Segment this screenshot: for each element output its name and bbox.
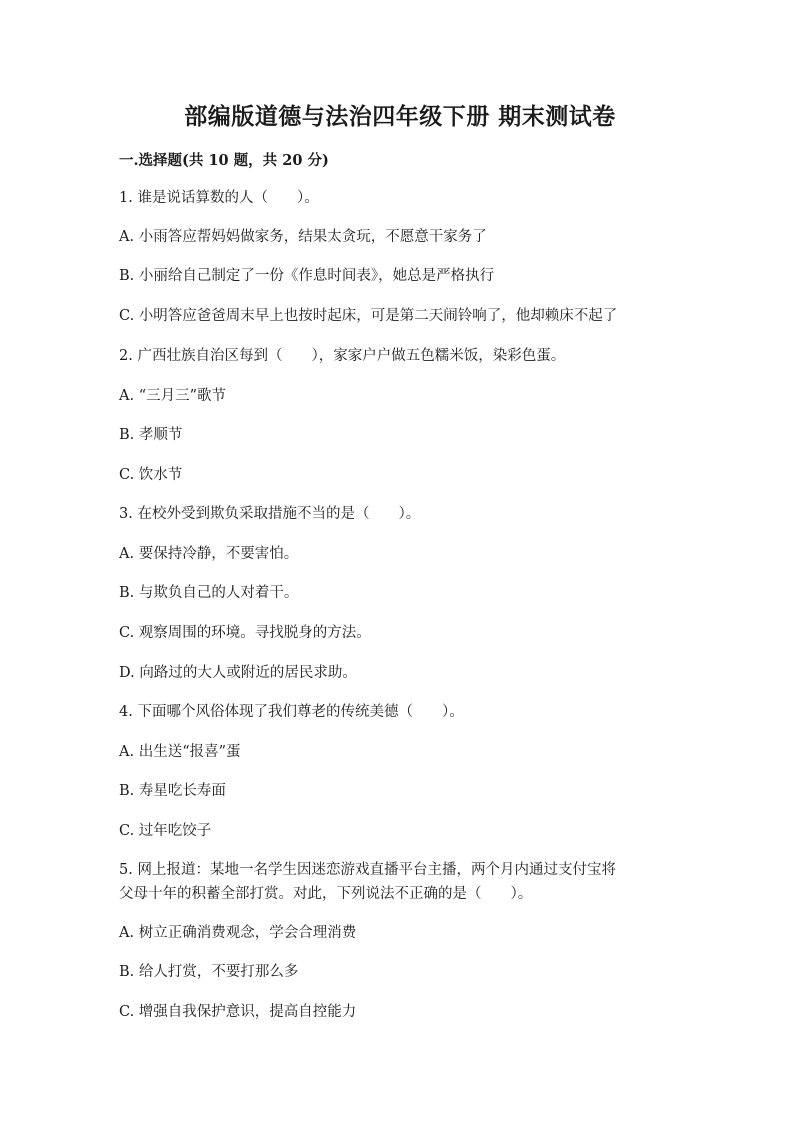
question-2-stem: 2. 广西壮族自治区每到（ ），家家户户做五色糯米饭，染彩色蛋。: [119, 348, 566, 364]
question-5-option-a: A. 树立正确消费观念，学会合理消费: [119, 925, 357, 941]
question-4-option-c: C. 过年吃饺子: [119, 823, 212, 839]
question-4-option-b: B. 寿星吃长寿面: [119, 783, 226, 799]
question-5-stem-line-1: 5. 网上报道：某地一名学生因迷恋游戏直播平台主播，两个月内通过支付宝将: [119, 862, 616, 878]
page-title: 部编版道德与法治四年级下册 期末测试卷: [184, 103, 616, 130]
question-1-stem: 1. 谁是说话算数的人（ ）。: [119, 190, 319, 206]
question-5-option-c: C. 增强自我保护意识，提高自控能力: [119, 1004, 357, 1020]
section-heading: 一.选择题(共 10 题，共 20 分): [119, 152, 329, 169]
question-1-option-c: C. 小明答应爸爸周末早上也按时起床，可是第二天闹铃响了，他却赖床不起了: [119, 308, 618, 324]
question-2-option-c: C. 饮水节: [119, 467, 183, 483]
question-1-option-a: A. 小雨答应帮妈妈做家务，结果太贪玩，不愿意干家务了: [119, 229, 487, 245]
question-3-option-a: A. 要保持冷静，不要害怕。: [119, 546, 299, 562]
question-4-option-a: A. 出生送“报喜”蛋: [119, 744, 241, 760]
question-5-option-b: B. 给人打赏，不要打那么多: [119, 964, 299, 980]
question-5-stem-line-2: 父母十年的积蓄全部打赏。对此，下列说法不正确的是（ ）。: [119, 886, 533, 902]
question-2-option-a: A. “三月三”歌节: [119, 388, 227, 404]
question-3-option-b: B. 与欺负自己的人对着干。: [119, 585, 299, 601]
question-4-stem: 4. 下面哪个风俗体现了我们尊老的传统美德（ ）。: [119, 704, 464, 720]
question-3-option-c: C. 观察周围的环境。寻找脱身的方法。: [119, 625, 371, 641]
question-3-option-d: D. 向路过的大人或附近的居民求助。: [119, 665, 357, 681]
question-1-option-b: B. 小丽给自己制定了一份《作息时间表》，她总是严格执行: [119, 268, 495, 284]
question-3-stem: 3. 在校外受到欺负采取措施不当的是（ ）。: [119, 506, 421, 522]
question-2-option-b: B. 孝顺节: [119, 427, 183, 443]
